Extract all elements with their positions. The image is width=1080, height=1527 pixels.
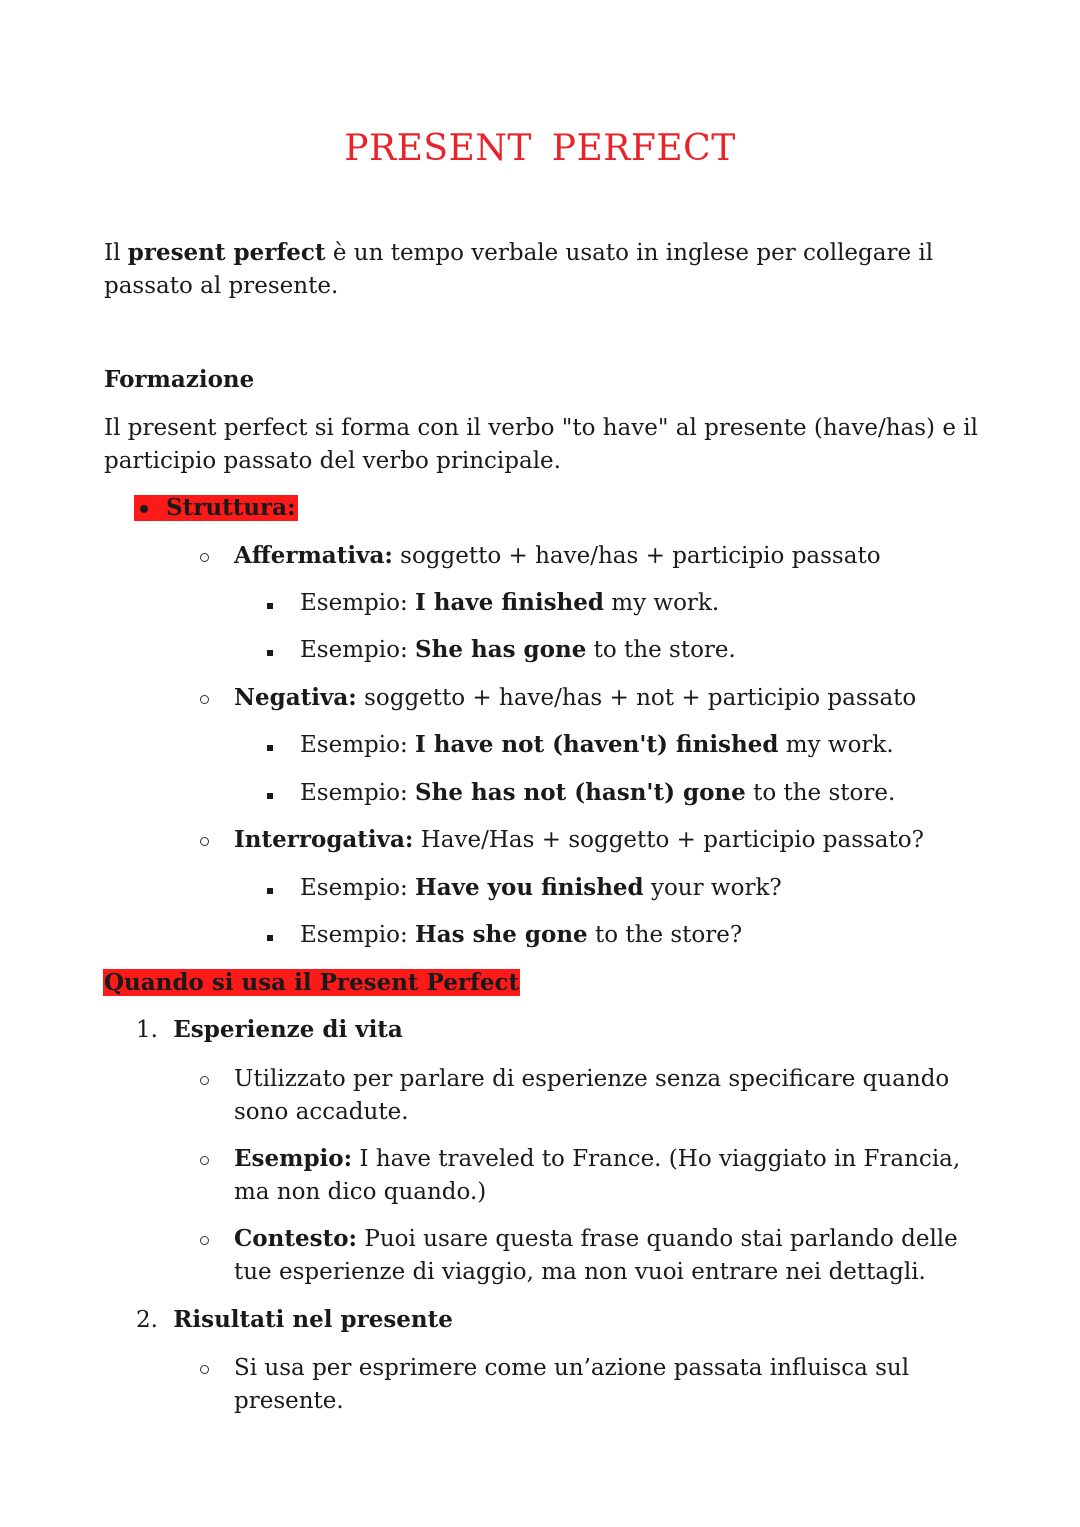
example-bold: I have not (haven't) finished <box>415 731 779 758</box>
circle-bullet-icon <box>200 1142 209 1175</box>
bullet-disc-icon <box>140 505 148 513</box>
struttura-highlight <box>134 495 298 521</box>
circle-bullet-icon <box>200 1351 209 1384</box>
intro-paragraph <box>104 236 984 303</box>
square-bullet-icon <box>267 633 273 666</box>
example-bold: Have you finished <box>415 874 644 901</box>
interrogativa-label: Interrogativa: <box>234 826 414 853</box>
affermativa-label: Affermativa: <box>234 542 393 569</box>
example-prefix: Esempio: <box>300 590 415 616</box>
affermativa-text: soggetto + have/has + participio passato <box>392 543 881 569</box>
intro-post: è un tempo verbale usato in inglese per collegare il <box>325 240 934 266</box>
formazione-paragraph <box>104 412 984 478</box>
uso-item-2 <box>136 1303 453 1337</box>
negativa-text: soggetto + have/has + not + participio passato <box>356 685 917 711</box>
example-bold: She has gone <box>415 636 587 663</box>
example-rest: my work. <box>778 732 894 758</box>
item-title: Esperienze di vita <box>173 1016 403 1043</box>
square-bullet-icon <box>267 871 273 904</box>
uso-bullet <box>234 1062 964 1129</box>
struttura-item <box>134 491 298 525</box>
intro-line2: passato al presente. <box>104 273 339 299</box>
formazione-line1: Il present perfect si forma con il verbo "to have" al presente (have/has) e il <box>104 415 978 441</box>
example-bold: I have finished <box>415 589 604 616</box>
uso-bullet <box>234 1142 964 1209</box>
circle-bullet-icon <box>200 539 209 572</box>
intro-bold: present perfect <box>127 239 326 266</box>
example-item <box>300 586 719 620</box>
square-bullet-icon <box>267 918 273 951</box>
intro-pre: Il <box>104 240 128 266</box>
example-rest: to the store? <box>587 922 743 948</box>
circle-bullet-icon <box>200 823 209 856</box>
example-prefix: Esempio: <box>300 732 415 758</box>
example-item <box>300 728 894 762</box>
example-rest: to the store. <box>586 637 736 663</box>
bullet-bold: Contesto: <box>234 1225 358 1252</box>
example-bold: Has she gone <box>415 921 588 948</box>
uso-item-1 <box>136 1013 403 1047</box>
example-item <box>300 776 895 810</box>
negativa-item <box>234 681 916 715</box>
example-prefix: Esempio: <box>300 637 415 663</box>
affermativa-item <box>234 539 881 573</box>
square-bullet-icon <box>267 776 273 809</box>
example-bold: She has not (hasn't) gone <box>415 779 746 806</box>
bullet-text: I have traveled to France. (Ho viaggiato in Francia, ma non dico quando.) <box>234 1146 961 1205</box>
example-prefix: Esempio: <box>300 780 415 806</box>
struttura-label: Struttura: <box>166 494 296 521</box>
uso-heading <box>103 966 520 1000</box>
example-prefix: Esempio: <box>300 922 415 948</box>
bullet-text: Utilizzato per parlare di esperienze senza specificare quando sono accadute. <box>234 1066 950 1125</box>
example-prefix: Esempio: <box>300 875 415 901</box>
bullet-text: Si usa per esprimere come un’azione passata influisca sul presente. <box>234 1355 910 1414</box>
circle-bullet-icon <box>200 1222 209 1255</box>
item-number: 2. <box>136 1307 158 1333</box>
example-rest: my work. <box>603 590 720 616</box>
circle-bullet-icon <box>200 1062 209 1095</box>
formazione-line2: participio passato del verbo principale. <box>104 448 561 474</box>
square-bullet-icon <box>267 728 273 761</box>
uso-heading-text: Quando si usa il Present Perfect <box>104 969 520 996</box>
item-title: Risultati nel presente <box>173 1306 453 1333</box>
page-title: PRESENT PERFECT <box>344 128 736 169</box>
formazione-heading: Formazione <box>104 366 255 393</box>
interrogativa-item <box>234 823 924 857</box>
square-bullet-icon <box>267 586 273 619</box>
negativa-label: Negativa: <box>234 684 357 711</box>
bullet-bold: Esempio: <box>234 1145 353 1172</box>
example-item <box>300 871 782 905</box>
item-number: 1. <box>136 1017 158 1043</box>
circle-bullet-icon <box>200 681 209 714</box>
example-item <box>300 918 742 952</box>
example-rest: to the store. <box>745 780 896 806</box>
uso-bullet <box>234 1351 964 1418</box>
uso-bullet <box>234 1222 964 1289</box>
example-rest: your work? <box>643 875 782 901</box>
bullet-text: Puoi usare questa frase quando stai parlando delle tue esperienze di viaggio, ma non vuoi entrare nei dettagli. <box>234 1226 958 1285</box>
interrogativa-text: Have/Has + soggetto + participio passato? <box>413 827 924 853</box>
example-item <box>300 633 736 667</box>
